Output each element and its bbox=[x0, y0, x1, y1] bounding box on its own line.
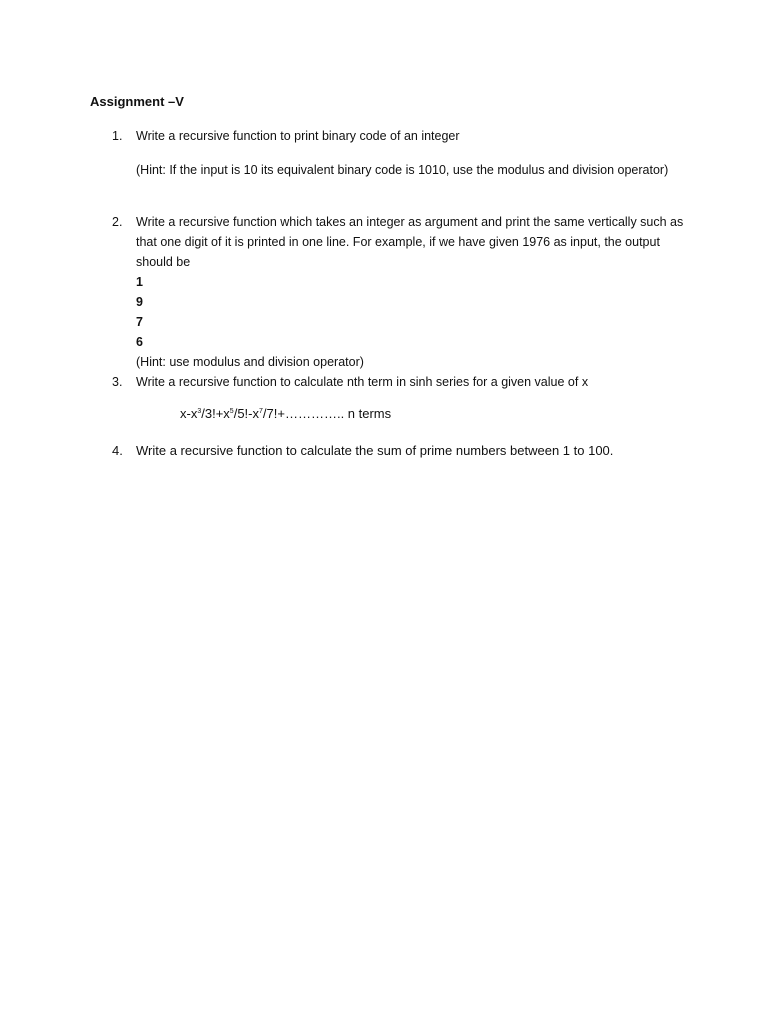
question-4-number: 4. bbox=[112, 443, 123, 458]
question-2-hint: (Hint: use modulus and division operator) bbox=[136, 355, 364, 369]
question-1-body bbox=[136, 126, 690, 180]
question-2-text: Write a recursive function which takes an integer as argument and print the same vertically such as that one digit of it is printed in one line. For example, if we have given 1976 as input, the output should be bbox=[136, 215, 684, 269]
formula-part: /3!+x bbox=[201, 406, 230, 421]
output-digit: 7 bbox=[136, 315, 143, 329]
question-4-body bbox=[136, 441, 690, 461]
question-1-hint: (Hint: If the input is 10 its equivalent binary code is 1010, use the modulus and division operator) bbox=[136, 163, 669, 177]
question-2-number: 2. bbox=[112, 215, 123, 229]
assignment-title: Assignment –V bbox=[90, 94, 184, 109]
question-2-body bbox=[136, 212, 696, 372]
question-3-number: 3. bbox=[112, 375, 123, 389]
formula-part: /5!-x bbox=[233, 406, 259, 421]
formula-part: x-x bbox=[180, 406, 198, 421]
question-3-body bbox=[136, 372, 690, 392]
formula-exponent: 5 bbox=[229, 408, 234, 415]
output-digit: 1 bbox=[136, 275, 143, 289]
question-1-number: 1. bbox=[112, 129, 123, 143]
formula-part: /7!+………….. n terms bbox=[262, 406, 392, 421]
formula-exponent: 7 bbox=[259, 408, 263, 415]
question-3 bbox=[90, 372, 690, 394]
output-digit: 9 bbox=[136, 295, 143, 309]
question-2 bbox=[90, 212, 690, 372]
question-4 bbox=[90, 441, 690, 463]
question-3-text: Write a recursive function to calculate nth term in sinh series for a given value of x bbox=[136, 375, 589, 389]
question-4-text: Write a recursive function to calculate the sum of prime numbers between 1 to 100. bbox=[136, 443, 614, 458]
sinh-series-formula bbox=[180, 406, 391, 421]
question-1-text: Write a recursive function to print binary code of an integer bbox=[136, 129, 460, 143]
question-1 bbox=[90, 126, 690, 202]
output-digit: 6 bbox=[136, 335, 143, 349]
formula-exponent: 3 bbox=[197, 408, 202, 415]
